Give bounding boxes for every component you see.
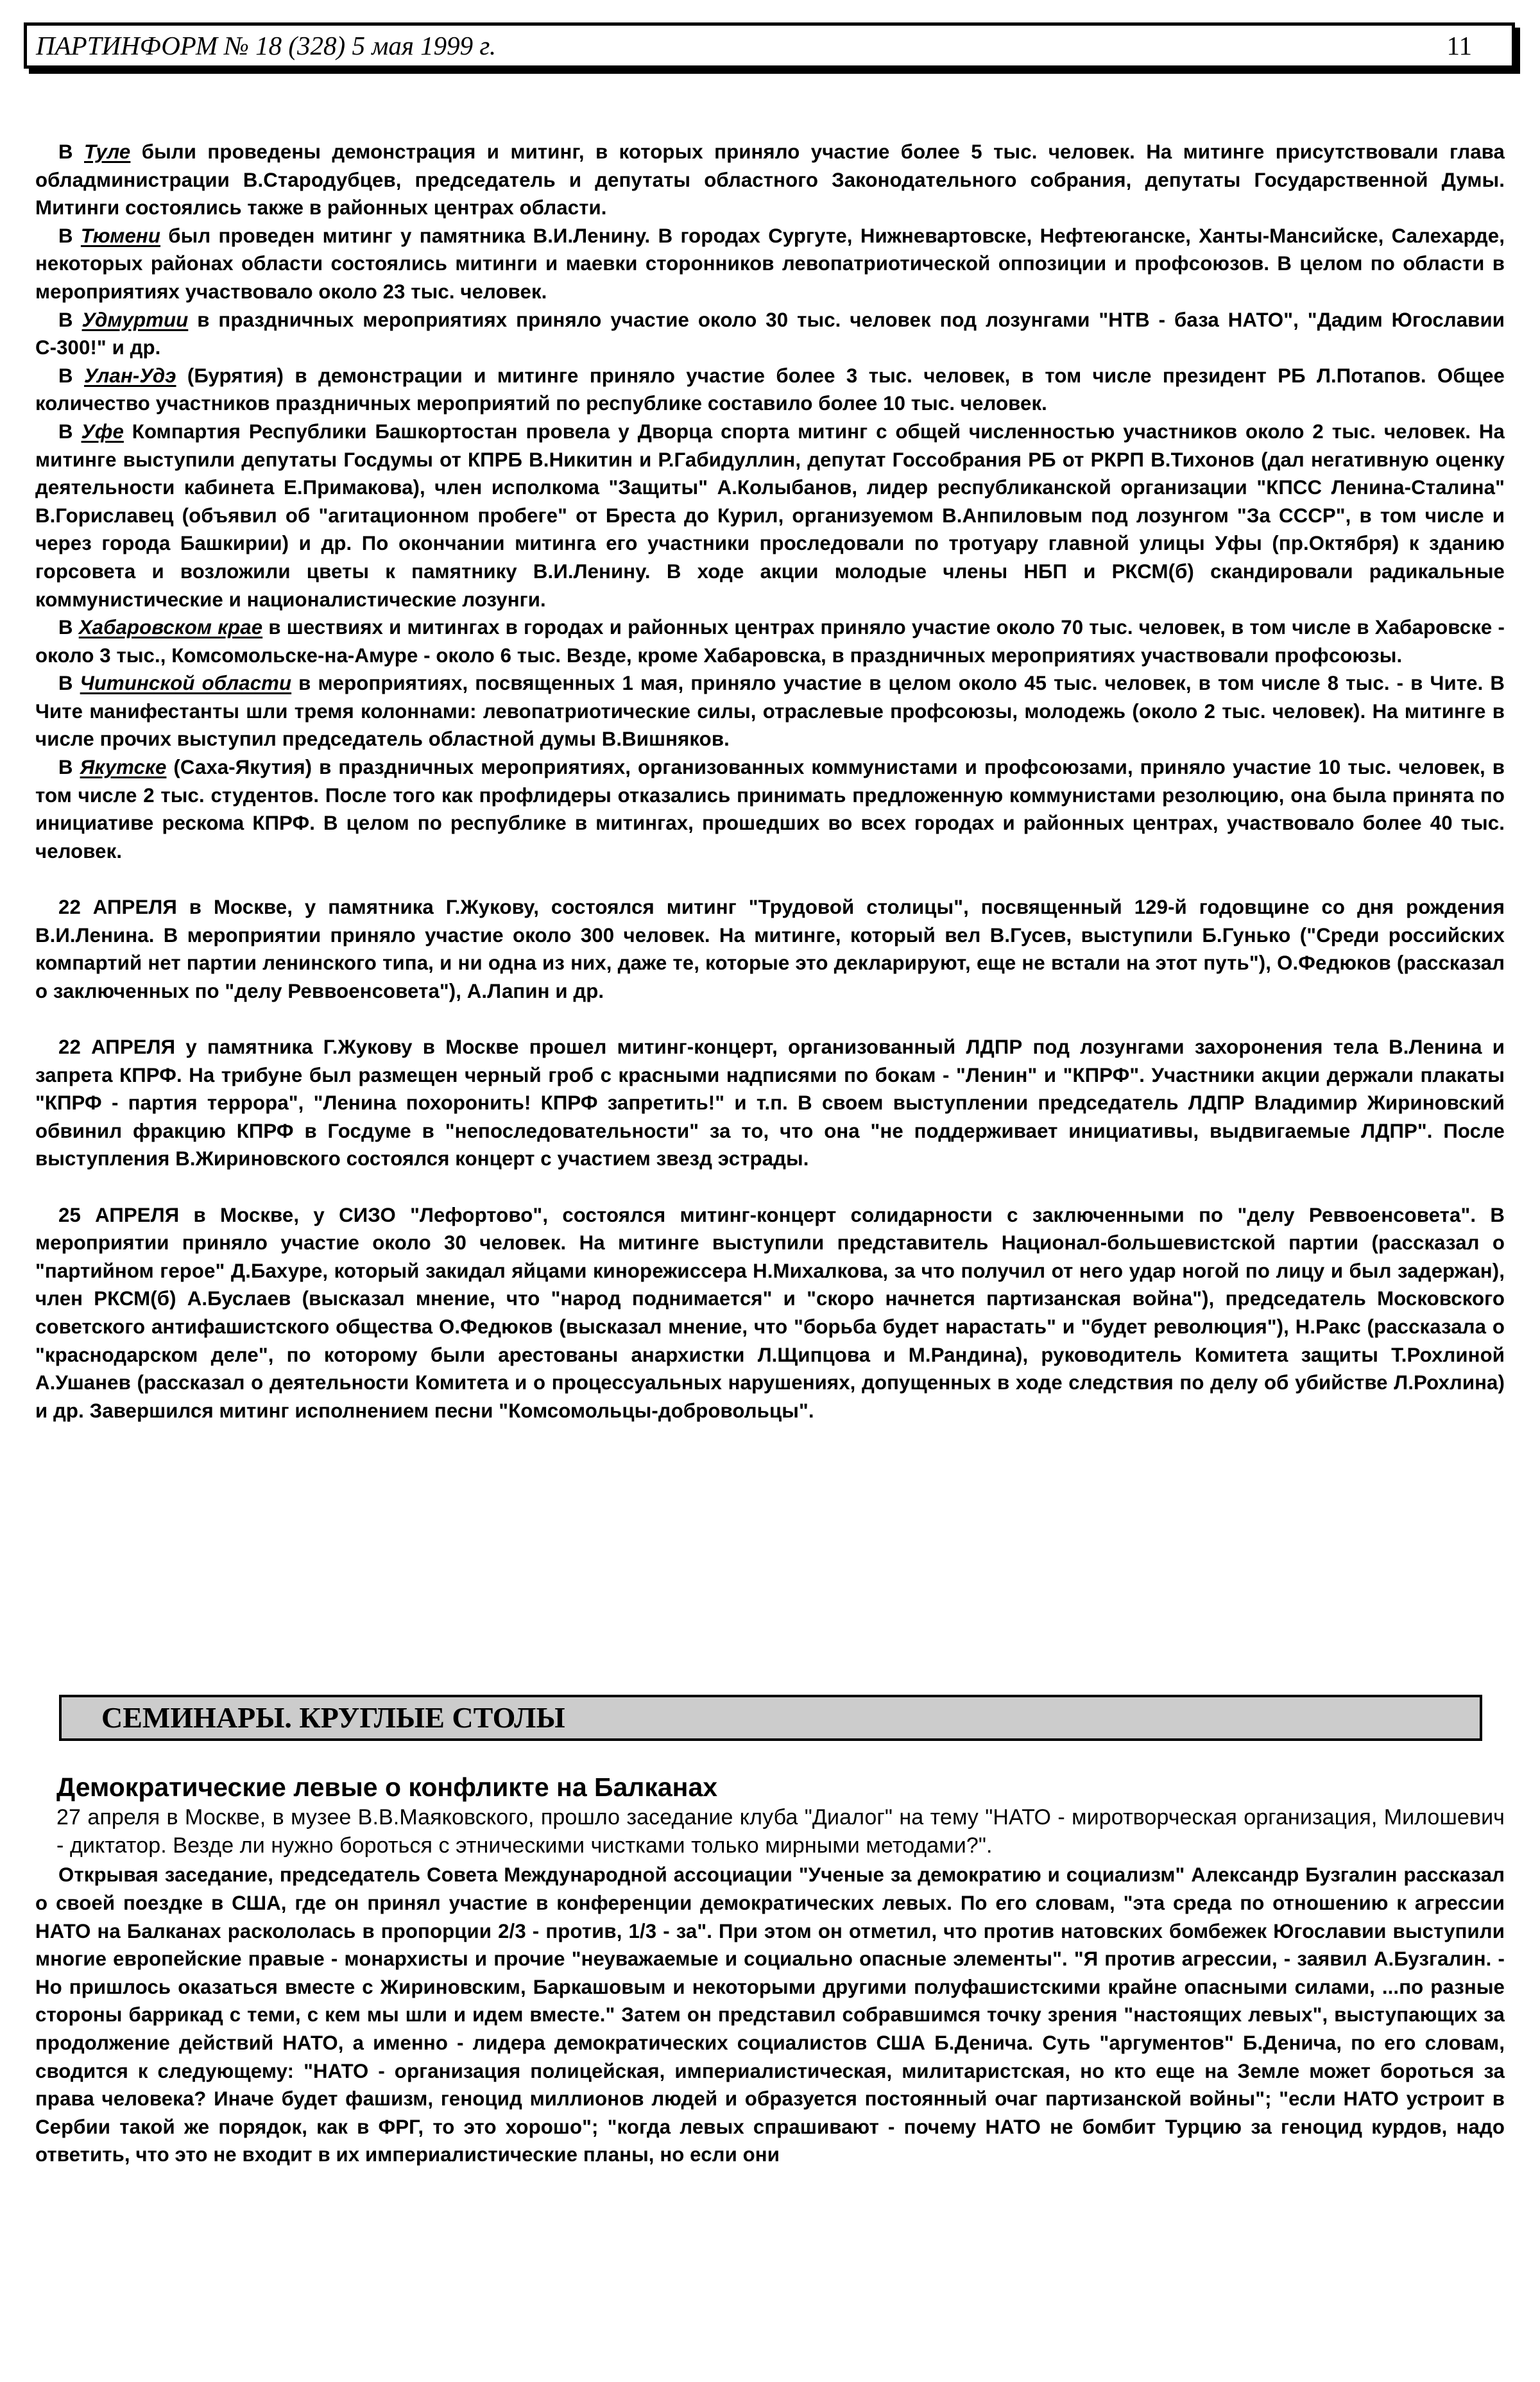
regional-news [35, 138, 1505, 1425]
event-date: 22 АПРЕЛЯ [58, 896, 177, 919]
region-paragraph: В Читинской области в мероприятиях, посвященных 1 мая, приняло участие в целом около 45 тыс. человек, в том числе 8 тыс. - в Чите. В Чите манифестанты шли тремя колоннами: левопатриотические силы, отраслевые профсоюзы, молодежь (около 2 тыс. человек). На митинге в числе прочих выступил председатель областной думы В.Вишняков. [35, 672, 1505, 751]
place-name: Улан-Удэ [83, 364, 176, 387]
region-paragraph: В Улан-Удэ (Бурятия) в демонстрации и митинге приняло участие более 3 тыс. человек, в том числе президент РБ Л.Потапов. Общее количество участников праздничных мероприятий по республике составило более 10 тыс. человек. [35, 364, 1505, 415]
event-paragraph: 22 АПРЕЛЯ в Москве, у памятника Г.Жукову, состоялся митинг "Трудовой столицы", посвященный 129-й годовщине со дня рождения В.И.Ленина. В мероприятии приняло участие около 300 человек. На митинге, который вел В.Гусев, выступили Б.Гунько ("Среди российских компартий нет партии ленинского типа, и ни одна из них, даже те, которые это декларируют, еще не встали на этот путь"), О.Федюков (рассказал о заключенных по "делу Реввоенсовета"), А.Лапин и др. [35, 896, 1505, 1002]
place-name: Удмуртии [81, 308, 189, 331]
place-name: Читинской области [80, 672, 292, 695]
article [35, 1771, 1505, 2169]
region-paragraph: В Уфе Компартия Республики Башкортостан провела у Дворца спорта митинг с общей численностью участников около 2 тыс. человек. На митинге выступили депутаты Госдумы от КПРБ В.Никитин и Р.Габидуллин, депутат Госсобрания РБ от РКРП В.Тихонов (дал негативную оценку деятельности кабинета Е.Примакова), член исполкома "Защиты" А.Колыбанов, лидер республиканской организации "КПСС Ленина-Сталина" В.Гориславец (объявил об "агитационном пробеге" от Бреста до Курил, организуемом В.Анпиловым под лозунгом "За СССР", в том числе и через города Башкирии) и др. По окончании митинга его участники проследовали по тротуару главной улицы Уфы (пр.Октября) к зданию горсовета и возложили цветы к памятнику В.И.Ленину. В ходе акции молодые члены НБП и РКСМ(б) скандировали радикальные коммунистические и националистические лозунги. [35, 420, 1505, 611]
page-number: 11 [1446, 31, 1472, 60]
place-name: Тюмени [80, 224, 161, 247]
region-paragraph: В Тюмени был проведен митинг у памятника В.И.Ленину. В городах Сургуте, Нижневартовске, Нефтеюганске, Ханты-Мансийске, Салехарде, некоторых районах области состоялись митинги и маевки сторонников левопатриотической оппозиции и профсоюзов. В целом по области в мероприятиях участвовало около 23 тыс. человек. [35, 224, 1505, 303]
article-headline: Демократические левые о конфликте на Балканах [56, 1772, 718, 1802]
event-paragraph: 22 АПРЕЛЯ у памятника Г.Жукову в Москве прошел митинг-концерт, организованный ЛДПР под лозунгами захоронения тела В.Ленина и запрета КПРФ. На трибуне был размещен черный гроб с красными надписями по бокам - "Ленин" и "КПРФ". Участники акции держали плакаты "КПРФ - партия террора", "Ленина похоронить! КПРФ запретить!" и т.п. В своем выступлении председатель ЛДПР Владимир Жириновский обвинил фракцию КПРФ в Госдуме в "непоследовательности" за то, что она "не поддерживает инициативы, выдвигаемые ЛДПР". После выступления В.Жириновского состоялся концерт с участием звезд эстрады. [35, 1036, 1505, 1170]
event-date: 22 АПРЕЛЯ [58, 1036, 176, 1058]
section-header [59, 1695, 1482, 1741]
region-paragraph: В Якутске (Саха-Якутия) в праздничных мероприятиях, организованных коммунистами и профсоюзами, приняло участие 10 тыс. человек, в том числе 2 тыс. студентов. После того как профлидеры отказались принимать предложенную коммунистами резолюцию, она была принята по инициативе рескома КПРФ. В целом по республике в митингах, прошедших во всех городах и районных центрах, участвовало более 40 тыс. человек. [35, 756, 1505, 862]
event-date: 25 АПРЕЛЯ [58, 1203, 180, 1226]
place-name: Хабаровском крае [78, 616, 263, 639]
region-paragraph: В Хабаровском крае в шествиях и митингах в городах и районных центрах приняло участие около 70 тыс. человек, в том числе в Хабаровске - около 3 тыс., Комсомольске-на-Амуре - около 6 тыс. Везде, кроме Хабаровска, в праздничных мероприятиях участвовали профсоюзы. [35, 616, 1505, 667]
place-name: Туле [84, 141, 131, 163]
place-name: Якутске [80, 756, 167, 779]
article-body: Открывая заседание, председатель Совета Международной ассоциации "Ученые за демократию и социализм" Александр Бузгалин рассказал о своей поездке в США, где он принял участие в конференции демократических левых. По его словам, "эта среда по отношению к агрессии НАТО на Балканах раскололась в пропорции 2/3 - против, 1/3 - за". При этом он отметил, что против натовских бомбежек Югославии выступили многие европейские правые - монархисты и прочие "неуважаемые и социально опасные элементы". "Я против агрессии, - заявил А.Бузгалин. - Но пришлось оказаться вместе с Жириновским, Баркашовым и некоторыми другими полуфашистскими крайне опасными силами, ...по разные стороны баррикад с теми, с кем мы шли и идем вместе." Затем он представил собравшимся точку зрения "настоящих левых", выступающих за продолжение действий НАТО, а именно - лидера демократических социалистов США Б.Денича. Суть "аргументов" Б.Денича, по его словам, сводится к следующему: "НАТО - организация полицейская, империалистическая, милитаристская, но кто еще на Земле может бороться за права человека? Иначе будет фашизм, геноцид миллионов людей и образуется постоянный очаг партизанской войны"; "если НАТО устроит в Сербии такой же порядок, как в ФРГ, то это хорошо"; "когда левых спрашивают - почему НАТО не бомбит Турцию за геноцид курдов, надо ответить, что это не входит в их империалистические планы, но если они [35, 1864, 1505, 2166]
section-title: СЕМИНАРЫ. КРУГЛЫЕ СТОЛЫ [101, 1701, 565, 1734]
region-paragraph: В Удмуртии в праздничных мероприятиях приняло участие около 30 тыс. человек под лозунгами "НТВ - база НАТО", "Дадим Югославии С-300!" и др. [35, 308, 1505, 359]
article-intro: 27 апреля в Москве, в музее В.В.Маяковского, прошло заседание клуба "Диалог" на тему "НАТО - миротворческая организация, Милошевич - диктатор. Везде ли нужно бороться с этническими чистками только мирными методами?". [56, 1805, 1505, 1858]
place-name: Уфе [81, 420, 124, 443]
publication-title: ПАРТИНФОРМ № 18 (328) 5 мая 1999 г. [36, 31, 497, 60]
region-paragraph: В Туле были проведены демонстрация и митинг, в которых приняло участие более 5 тыс. человек. На митинге присутствовали глава обладминистрации В.Стародубцев, председатель и депутаты областного Законодательного собрания, депутаты Государственной Думы. Митинги состоялись также в районных центрах области. [35, 141, 1505, 219]
page-header [24, 22, 1515, 69]
event-paragraph: 25 АПРЕЛЯ в Москве, у СИЗО "Лефортово", состоялся митинг-концерт солидарности с заключенными по "делу Реввоенсовета". В мероприятии приняло участие около 30 человек. На митинге выступили представитель Национал-большевистской партии (рассказал о "партийном герое" Д.Бахуре, который закидал яйцами кинорежиссера Н.Михалкова, за что получил от него удар ногой по лицу и был задержан), член РКСМ(б) А.Буслаев (высказал мнение, что "народ поднимается" и "скоро начнется партизанская война"), председатель Московского советского антифашистского общества О.Федюков (высказал мнение, что "борьба будет нарастать" и "будет революция"), Н.Ракс (рассказала о "краснодарском деле", по которому были арестованы анархистки Л.Щипцова и М.Рандина), руководитель Комитета защиты Т.Рохлиной А.Ушанев (рассказал о деятельности Комитета и о процессуальных нарушениях, допущенных в ходе следствия по делу об убийстве Л.Рохлина) и др. Завершился митинг исполнением песни "Комсомольцы-добровольцы". [35, 1203, 1505, 1422]
